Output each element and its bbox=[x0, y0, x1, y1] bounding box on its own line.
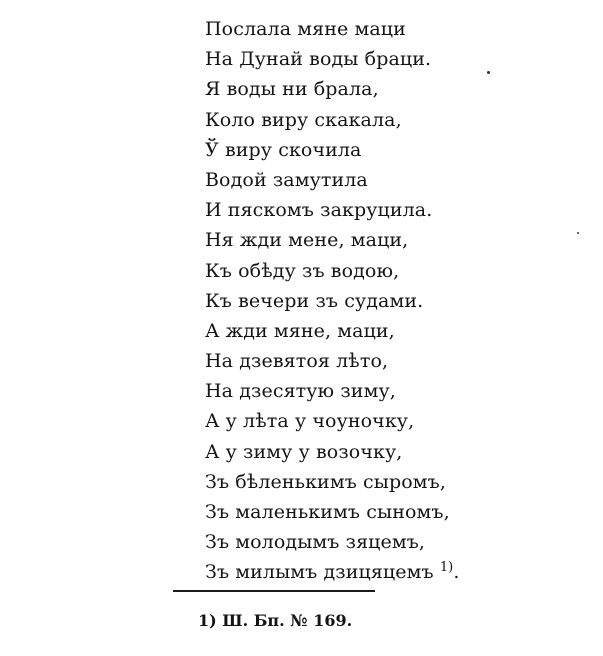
footnote: 1) Ш. Бп. № 169. bbox=[198, 611, 353, 630]
poem-line-2: На Дунай воды браци. bbox=[205, 48, 432, 71]
final-punctuation: . bbox=[453, 561, 460, 584]
poem-line-1: Послала мяне маци bbox=[205, 18, 406, 40]
poem-line-17: Зъ маленькимъ сыномъ, bbox=[205, 501, 450, 523]
poem-text bbox=[205, 14, 460, 588]
poem-line-11: А жди мяне, маци, bbox=[205, 319, 395, 342]
poem-line-14: А у лѣта у чоуночку, bbox=[205, 410, 415, 433]
poem-line-4: Коло виру скакала, bbox=[205, 108, 402, 131]
print-speck bbox=[577, 232, 579, 234]
poem-line-13: На дзесятую зиму, bbox=[205, 380, 396, 403]
poem-line-19-text: Зъ милымъ дзицяцемъ bbox=[205, 561, 434, 584]
poem-line-15: А у зиму у возочку, bbox=[205, 440, 403, 463]
poem-line-10: Къ вечери зъ судами. bbox=[205, 289, 424, 312]
print-speck bbox=[487, 71, 490, 74]
poem-line-12: На дзевятоя лѣто, bbox=[205, 350, 389, 373]
poem-line-5: Ў виру скочила bbox=[205, 138, 362, 161]
poem-line-8: Ня жди мене, маци, bbox=[205, 229, 409, 252]
footnote-divider bbox=[173, 590, 375, 592]
poem-line-6: Водой замутила bbox=[205, 168, 368, 191]
poem-line-18: Зъ молодымъ зяцемъ, bbox=[205, 531, 426, 554]
poem-line-16: Зъ бѣленькимъ сыромъ, bbox=[205, 470, 447, 493]
poem-line-7: И пяскомъ закруцила. bbox=[205, 199, 433, 222]
footnote-reference: 1) bbox=[439, 560, 454, 576]
poem-line-9: Къ обѣду зъ водою, bbox=[205, 259, 400, 282]
poem-line-3: Я воды ни брала, bbox=[205, 78, 379, 101]
poem-line-19 bbox=[205, 557, 460, 587]
